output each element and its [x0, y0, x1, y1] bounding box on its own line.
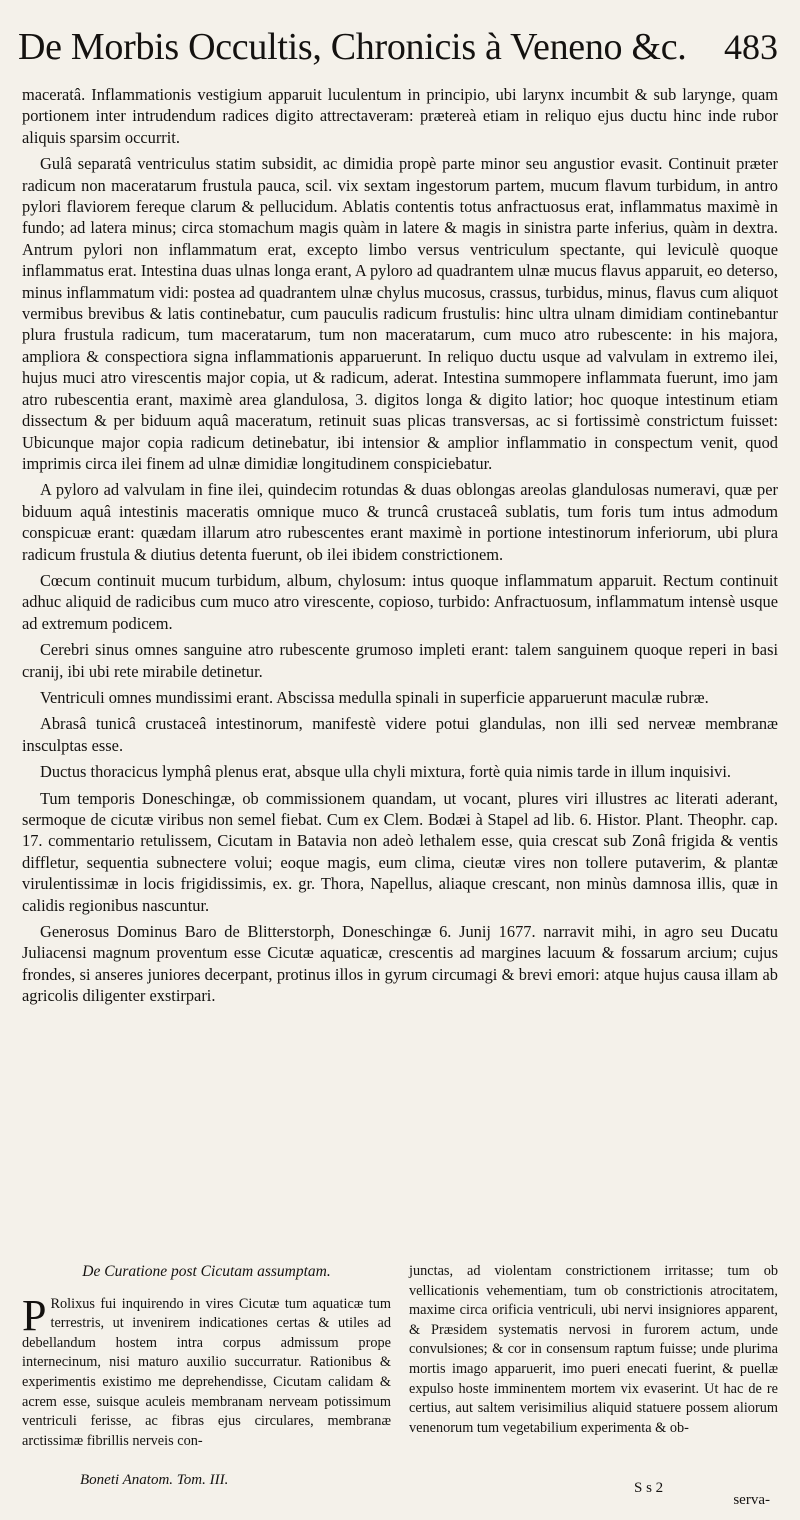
drop-cap: P	[22, 1290, 47, 1340]
main-text	[22, 84, 778, 1007]
paragraph: Cœcum continuit mucum turbidum, album, chylosum: intus quoque inflammatum apparuit. Rectum continuit adhuc aliquid de radicibus cum muco atro virescente, copioso, turbido: Anfractuosum, inflammatum intensè usque ad extremum podicem.	[22, 570, 778, 633]
paragraph: Abrasâ tunicâ crustaceâ intestinorum, manifestè videre potui glandulas, non illi sed nerveæ membranæ insculptas esse.	[22, 714, 778, 755]
paragraph: Cerebri sinus omnes sanguine atro rubescente grumoso impleti erant: talem sanguinem quoque reperi in basi cranij, ibi ubi rete mirabile detinetur.	[22, 640, 778, 681]
paragraph: Gulâ separatâ ventriculus statim subsidit, ac dimidia propè parte minor seu angustior evasit. Continuit præter radicum non maceratarum frustula pauca, scil. vix sextam ingestorum partem, mucum flavum turbidum, in antro pylori flaviorem fereque clarum & pellucidum. Ablatis contentis totus anfractuosus erat, inflammatus maximè in fundo; ad latera minus; circa stomachum magis quàm in latere & magis in sinistra parte inferius, quàm in dextra. Antrum pylori non inflammatum erat, excepto limbo versus ventriculum spectante, qui leviculè quoque inflammatus erat. Intestina duas ulnas longa erant, A pyloro ad quadrantem ulnæ mucus flavus apparuit, eo deterso, minus inflammatum vidi: postea ad quadrantem ulnæ chylus mucosus, crassus, turbidus, minus, flavus cum aliquot vermibus brevibus & latis continebatur, cum pauculis radicum frustulis: hinc ultra ulnam dimidiam continebantur plura frustula radicum, tum maceratarum, tum non maceratarum, cum muco atro rubescente: in his majora, ampliora & conspectiora signa inflammationis apparuerunt. In reliquo ductu usque ad valvulam in extremo ilei, hujus muci atro virescentis major copia, ut & radicum, aderat. Intestina summopere inflammata fuerunt, imo jam atro rubescentia erant, maximè area glandulosa, 3. digitos longa & digito latior; hoc quoque intestinum etiam dissectum & per biduum aquâ maceratum, retinuit suas plicas transversas, ac si fortissimè constrictum fuisset: Ubicunque major copia radicum detinebatur, ibi intensior & amplior inflammatio in conspectum venit, quod imprimis circa ilei finem ad ulnæ dimidiæ longitudinem conspiciebatur.	[22, 154, 778, 473]
page-number: 483	[724, 27, 778, 67]
paragraph: Ductus thoracicus lymphâ plenus erat, absque ulla chyli mixtura, fortè quia nimis tarde in illum inquisivi.	[40, 762, 731, 782]
signature-mark: S s 2	[634, 1480, 664, 1496]
left-column	[22, 1262, 391, 1494]
section-heading: De Curatione post Cicutam assumptam.	[82, 1263, 331, 1280]
paragraph: Tum temporis Doneschingæ, ob commissionem quandam, ut vocant, plures viri illustres ac literati aderant, sermoque de cicutæ viribus non semel fiebat. Cum ex Clem. Bodæi à Stapel ad lib. 6. Histor. Plant. Theophr. cap. 17. commentario retulissem, Cicutam in Batavia non adeò lethalem esse, quia crescat sub Zonâ frigida & ventis diffletur, sequentia subnectere volui; eoque magis, eum clima, cieutæ vires non tollere putaverim, & plantæ virulentissimæ in locis frigidissimis, ex. gr. Thora, Napellus, aliaque crescant, non minùs damnosa illis, quæ in calidis regionibus nascuntur.	[22, 788, 778, 915]
paragraph: Ventriculi omnes mundissimi erant. Abscissa medulla spinali in superficie apparuerunt maculæ rubræ.	[40, 687, 709, 707]
catchword: serva-	[733, 1492, 770, 1508]
paragraph: Generosus Dominus Baro de Blitterstorph, Doneschingæ 6. Junij 1677. narravit mihi, in agro seu Ducatu Juliacensi magnum proventum esse Cicutæ aquaticæ, crescentis ad margines lacuum & fossarum arcium; cujus frondes, si anseres juniores decerpant, protinus illos in gyrum circumagi & brevi emori: atque hujus causa illam ab agricolis diligenter exstirpari.	[22, 922, 778, 1006]
page-footer	[22, 1472, 778, 1508]
left-column-body: Rolixus fui inquirendo in vires Cicutæ tum aquaticæ tum terrestris, ut invenirem indicationes certas & utiles ad debellandum hostem intra corpus admissum prope internecinum, nisi maturo auxilio succurratur. Rationibus & experimentis existimo me deprehendisse, Cicutam calidam & acrem esse, suisque aculeis membranam nerveam potissimum ventriculi ferisse, ac fibras ejus circulares, membranæ arctissimæ fibrillis nerveis con-	[22, 1295, 391, 1449]
paragraph: A pyloro ad valvulam in fine ilei, quindecim rotundas & duas oblongas areolas glandulosas numeravi, quæ per biduum aquâ intestinis maceratis omnique muco & truncâ crustaceâ sublatis, tum foris tum intus admodum conspicuæ erant: quædam illarum atro rubescentes erant maximè in portione intestinorum inferiorum, ubi plura radicum frustula & diutius detenta fuerunt, ob ilei ibidem constrictionem.	[22, 480, 778, 564]
two-column-section	[22, 1262, 778, 1494]
paragraph: maceratâ. Inflammationis vestigium apparuit luculentum in principio, ubi larynx incumbit & sub larynge, quam portionem inter intrudendum radices digito attrectaveram: prætereà etiam in reliquo ejus ductu hinc inde rubor aliquis sparsim occurrit.	[22, 85, 778, 147]
right-column-text: junctas, ad violentam constrictionem irritasse; tum ob vellicationis vehementiam, tum ob constrictionis atrocitatem, maxime circa orificia ventriculi, ubi nervi insigniores apparent, & Præsidem systematis nervosi in furorem actum, unde convulsiones; & cor in consensum raptum fuisse; unde plurima mortis imago apparuerit, imo pueri enecati fuerint, & puellæ expulso hoste imminentem mortem vix evaserint. Ut hac de re certius, aut saltem verisimilius aliquid statuere possem aliorum venenorum tum vegetabilium experimenta & ob-	[409, 1263, 778, 1436]
book-reference: Boneti Anatom. Tom. III.	[80, 1472, 229, 1488]
page-header	[18, 28, 778, 88]
running-title: De Morbis Occultis, Chronicis à Veneno &c.	[18, 26, 687, 68]
right-column	[409, 1262, 778, 1494]
left-column-text	[22, 1290, 391, 1452]
